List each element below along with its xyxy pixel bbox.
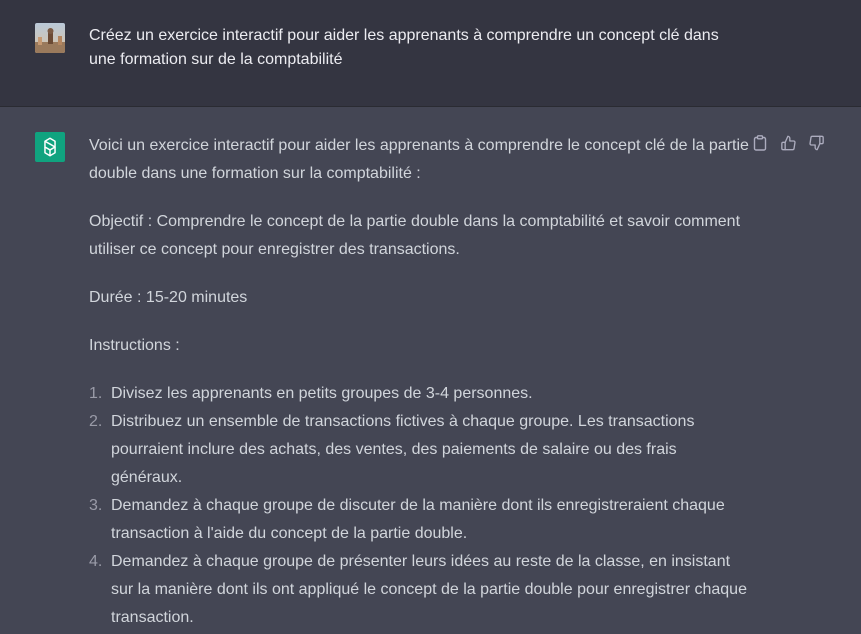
response-duration: Durée : 15-20 minutes [89,289,248,306]
user-prompt: Créez un exercice interactif pour aider les apprenants à comprendre un concept clé dans une formation sur de la comptabilité [89,27,719,68]
thumbs-down-icon[interactable] [807,134,825,152]
list-item-text: Distribuez un ensemble de transactions fictives à chaque groupe. Les transactions pourraient inclure des achats, des ventes, des paiements de salaire ou des frais généraux. [111,413,695,486]
list-item [89,548,749,632]
thumbs-up-icon[interactable] [779,134,797,152]
list-item [89,492,749,548]
openai-logo-icon [35,132,65,162]
message-actions [751,134,825,152]
list-item-text: Demandez à chaque groupe de présenter leurs idées au reste de la classe, en insistant sur la manière dont ils ont appliqué le concept de la partie double pour enregistrer chaque transaction. [111,553,747,626]
list-item-number: 4. [89,553,103,570]
clipboard-icon[interactable] [751,134,769,152]
user-message [0,0,861,107]
instructions-list [89,380,749,632]
assistant-response [89,132,749,632]
instructions-heading: Instructions : [89,337,180,354]
list-item-number: 1. [89,385,103,402]
list-item [89,380,749,408]
response-objective: Objectif : Comprendre le concept de la partie double dans la comptabilité et savoir comment utiliser ce concept pour enregistrer des transactions. [89,213,741,258]
assistant-message [0,107,861,634]
list-item-number: 3. [89,497,103,514]
list-item-number: 2. [89,413,103,430]
response-intro: Voici un exercice interactif pour aider les apprenants à comprendre le concept clé de la partie double dans une formation sur la comptabilité : [89,137,749,182]
user-avatar [35,23,65,53]
list-item-text: Divisez les apprenants en petits groupes de 3-4 personnes. [111,385,533,402]
list-item [89,408,749,492]
list-item-text: Demandez à chaque groupe de discuter de la manière dont ils enregistreraient chaque transaction à l'aide du concept de la partie double. [111,497,725,542]
